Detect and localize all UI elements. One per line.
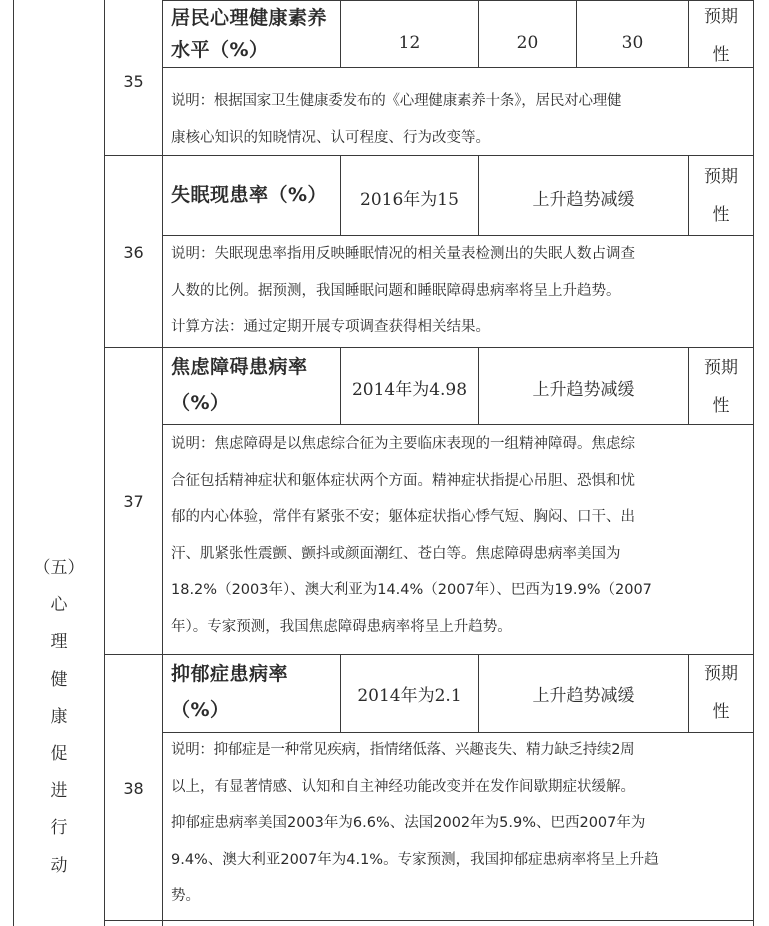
indicator-nature [689, 349, 753, 425]
note-text [171, 426, 751, 645]
note-line: 18.2%（2003年）、澳大利亚为14.4%（2007年）、巴西为19.9%（2007 [171, 582, 652, 598]
note-line: 郁的内心体验，常伴有紧张不安；躯体症状指心悸气短、胸闷、口干、出 [171, 509, 635, 525]
indicator-nature-line: 性 [712, 396, 730, 416]
row-number: 38 [123, 779, 144, 798]
row-number: 37 [123, 492, 144, 511]
baseline-value: 2016年为15 [360, 190, 459, 210]
indicator-nature-line: 性 [712, 205, 730, 225]
note-text [171, 732, 751, 915]
indicator-name: 失眠现患率（%） [171, 184, 328, 206]
indicator-nature-line: 预期 [704, 664, 738, 684]
indicator-nature-line: 性 [712, 702, 730, 722]
indicator-name [171, 655, 339, 729]
baseline-value: 2014年为4.98 [351, 380, 468, 400]
note-line: 人数的比例。据预测，我国睡眠问题和睡眠障碍患病率将呈上升趋势。 [171, 282, 621, 299]
indicator-nature-line: 预期 [704, 167, 738, 187]
note-line: 说明：抑郁症是一种常见疾病，指情绪低落、兴趣丧失、精力缺乏持续2周 [171, 742, 635, 758]
indicator-name-line: 居民心理健康素养 [171, 7, 328, 29]
target-2030-value: 30 [621, 33, 644, 53]
note-line: 9.4%、澳大利亚2007年为4.1%。专家预测，我国抑郁症患病率将呈上升趋 [171, 851, 659, 868]
baseline-value: 12 [398, 33, 421, 53]
section-label-char: 心 [50, 595, 68, 616]
indicator-name [171, 0, 339, 69]
row-divider [162, 424, 754, 425]
indicator-nature-line: 预期 [704, 7, 738, 27]
note-line: 合征包括精神症状和躯体症状两个方面。精神症状指提心吊胆、恐惧和忧 [171, 472, 635, 489]
note-line: 说明：失眠现患率指用反映睡眠情况的相关量表检测出的失眠人数占调查 [171, 246, 635, 262]
indicator-name-line: 焦虑障碍患病率 [171, 356, 308, 378]
indicator-name-line: 水平（%） [171, 39, 269, 61]
note-line: 抑郁症患病率美国2003年为6.6%、法国2002年为5.9%、巴西2007年为 [171, 815, 646, 831]
section-label-char: 促 [50, 744, 68, 765]
table-border-divider-no [162, 0, 163, 926]
target-value: 上升趋势减缓 [532, 686, 635, 706]
indicator-nature-line: 性 [712, 45, 730, 65]
note-line: 势。 [171, 888, 200, 904]
row-number: 36 [123, 243, 144, 262]
note-line: 以上，有显著情感、认知和自主神经功能改变并在发作间歇期症状缓解。 [171, 778, 635, 795]
indicator-nature [689, 158, 753, 234]
section-label-char: 理 [50, 632, 68, 653]
target-2022-value: 20 [516, 33, 539, 53]
indicator-nature-line: 预期 [704, 358, 738, 378]
target-value: 上升趋势减缓 [532, 190, 635, 210]
note-line: 计算方法：通过定期开展专项调查获得相关结果。 [171, 319, 490, 335]
indicator-nature [689, 655, 753, 731]
indicator-nature [689, 0, 753, 74]
indicator-name-line: （%） [171, 392, 230, 414]
indicator-name-line: 抑郁症患病率 [171, 663, 289, 685]
section-label [14, 550, 104, 885]
section-label-char: 健 [50, 669, 68, 690]
note-text [171, 236, 751, 346]
note-line: 年）。专家预测，我国焦虑障碍患病率将呈上升趋势。 [171, 618, 512, 635]
row-divider [104, 920, 754, 921]
note-text [171, 83, 751, 156]
note-line: 汗、肌紧张性震颤、颤抖或颜面潮红、苍白等。焦虑障碍患病率美国为 [171, 545, 621, 562]
table-border-right [753, 0, 754, 926]
section-label-char: 康 [50, 706, 68, 727]
section-label-char: 动 [50, 855, 68, 876]
note-line: 说明：焦虑障碍是以焦虑综合征为主要临床表现的一组精神障碍。焦虑综 [171, 436, 635, 452]
note-line: 说明：根据国家卫生健康委发布的《心理健康素养十条》，居民对心理健 [171, 93, 622, 109]
target-value: 上升趋势减缓 [532, 380, 635, 400]
row-number: 35 [123, 72, 144, 91]
baseline-value: 2014年为2.1 [357, 686, 462, 706]
note-line: 康核心知识的知晓情况、认可程度、行为改变等。 [171, 129, 490, 146]
section-label-char: 行 [50, 818, 68, 839]
section-label-char: （五） [33, 558, 85, 578]
indicator-name [171, 348, 339, 422]
indicator-name-line: （%） [171, 699, 230, 721]
section-label-char: 进 [50, 781, 68, 802]
